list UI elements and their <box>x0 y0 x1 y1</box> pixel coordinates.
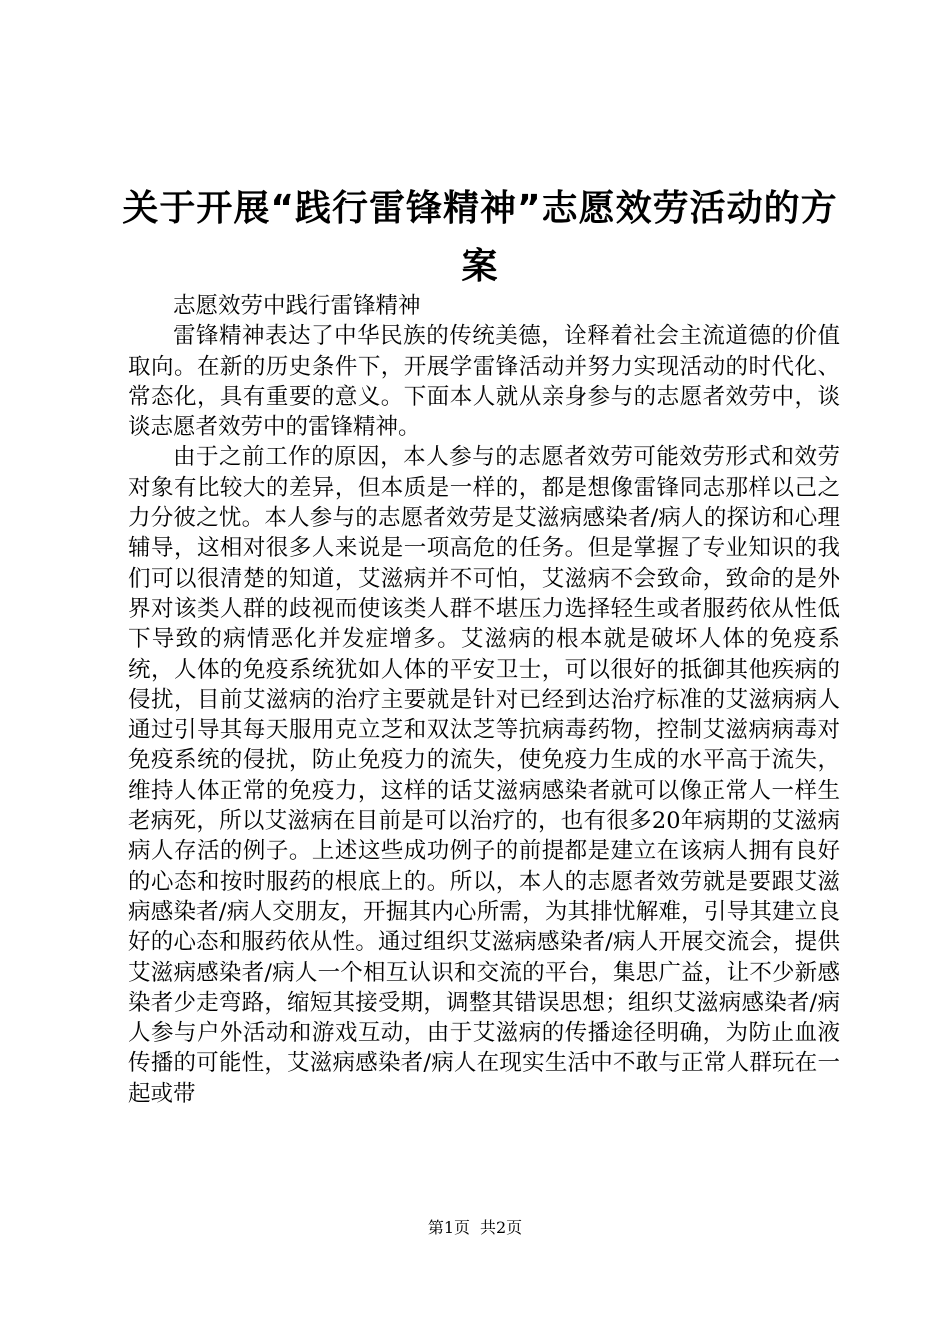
page-number: 第1页 <box>427 1218 470 1237</box>
body-paragraph: 由于之前工作的原因，本人参与的志愿者效劳可能效劳形式和效劳对象有比较大的差异，但本质是一样的，都是想像雷锋同志那样以己之力分彼之忧。本人参与的志愿者效劳是艾滋病感染者/病人的探访和心理辅导，这相对很多人来说是一项高危的任务。但是掌握了专业知识的我们可以很清楚的知道，艾滋病并不可怕，艾滋病不会致命，致命的是外界对该类人群的歧视而使该类人群不堪压力选择轻生或者服药依从性低下导致的病情恶化并发症增多。艾滋病的根本就是破坏人体的免疫系统，人体的免疫系统犹如人体的平安卫士，可以很好的抵御其他疾病的侵扰，目前艾滋病的治疗主要就是针对已经到达治疗标准的艾滋病病人通过引导其每天服用克立芝和双汰芝等抗病毒药物，控制艾滋病病毒对免疫系统的侵扰，防止免疫力的流失，使免疫力生成的水平高于流失，维持人体正常的免疫力，这样的话艾滋病感染者就可以像正常人一样生老病死，所以艾滋病在目前是可以治疗的，也有很多20年病期的艾滋病病人存活的例子。上述这些成功例子的前提都是建立在该病人拥有良好的心态和按时服药的根底上的。所以，本人的志愿者效劳就是要跟艾滋病感染者/病人交朋友，开掘其内心所需，为其排忧解难，引导其建立良好的心态和服药依从性。通过组织艾滋病感染者/病人开展交流会，提供艾滋病感染者/病人一个相互认识和交流的平台，集思广益，让不少新感染者少走弯路，缩短其接受期，调整其错误思想；组织艾滋病感染者/病人参与户外活动和游戏互动，由于艾滋病的传播途径明确，为防止血液传播的可能性，艾滋病感染者/病人在现实生活中不敢与正常人群玩在一起或带 <box>128 444 840 1107</box>
page-footer <box>0 1218 950 1238</box>
document-body <box>128 291 840 1109</box>
body-paragraph: 雷锋精神表达了中华民族的传统美德，诠释着社会主流道德的价值取向。在新的历史条件下，开展学雷锋活动并努力实现活动的时代化、常态化，具有重要的意义。下面本人就从亲身参与的志愿者效劳中，谈谈志愿者效劳中的雷锋精神。 <box>128 323 840 441</box>
document-title: 关于开展“践行雷锋精神”志愿效劳活动的方案 <box>122 188 838 287</box>
page-total: 共2页 <box>480 1218 523 1237</box>
section-heading: 志愿效劳中践行雷锋精神 <box>173 293 421 319</box>
